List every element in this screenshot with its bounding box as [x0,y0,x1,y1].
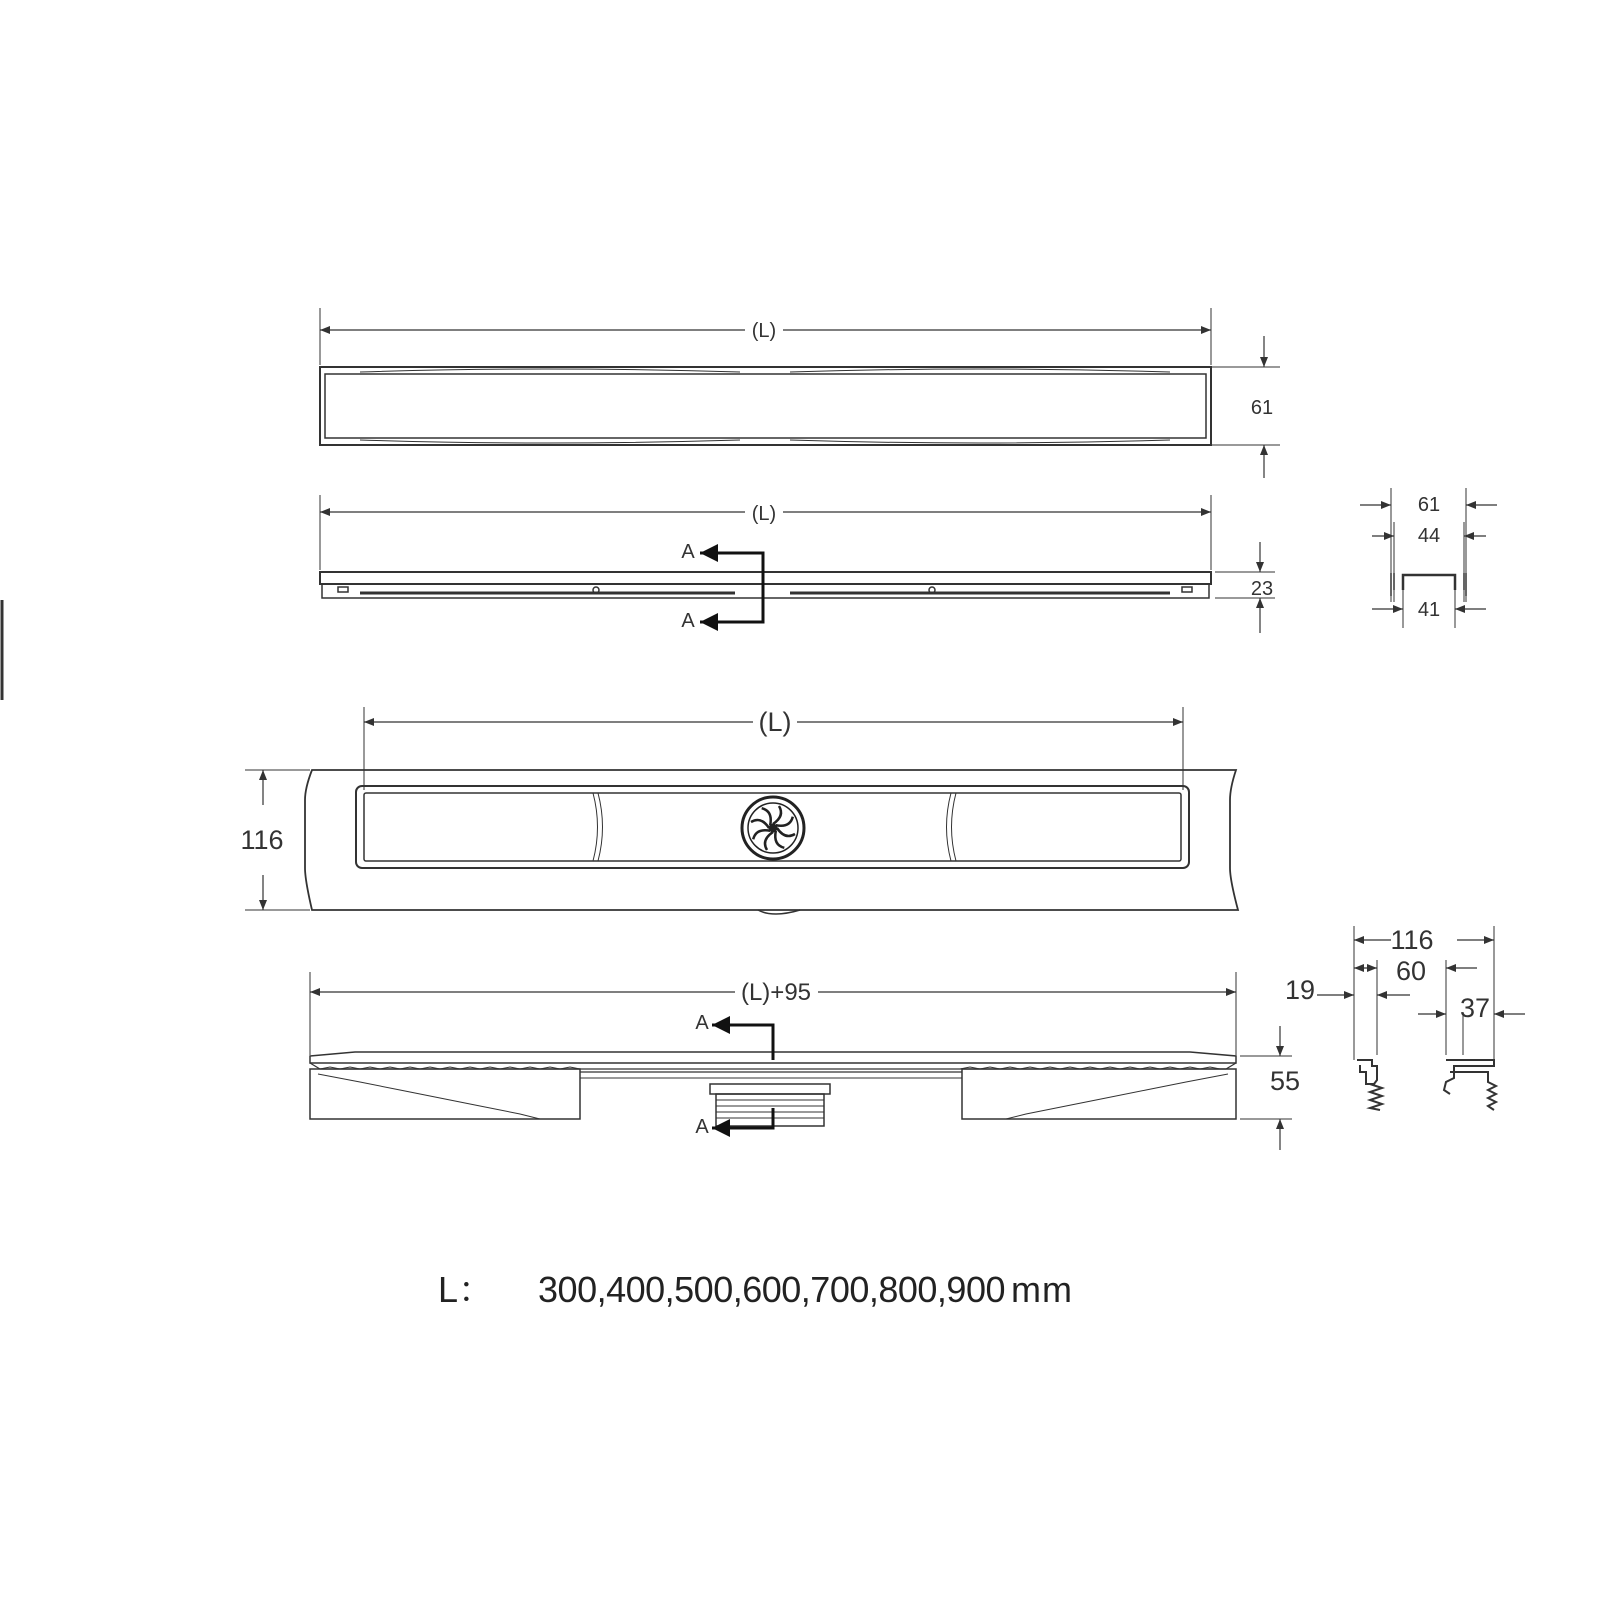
body-side-section-mark-top: A [695,1012,709,1034]
side-view-section-mark-top: A [681,541,695,563]
body-side-length-label: (L)+95 [740,979,812,1006]
length-options-label: L： [438,1269,495,1310]
side-view-length-label: (L) [751,503,777,525]
top-view-width-label: 61 [1250,397,1274,419]
cover-inner-width-label: 44 [1417,525,1441,547]
body-section-total-width-label: 116 [1390,925,1434,955]
length-options [438,1262,1073,1313]
body-section-right-flange-label: 37 [1459,993,1491,1023]
side-view-section-arrows [700,553,763,622]
body-plan-length-label: (L) [758,707,792,737]
side-view-section-mark-bottom: A [681,610,695,632]
body-side-section-arrows [712,1025,773,1128]
body-section-left-flange-label: 19 [1284,975,1316,1005]
length-options-unit: mm [1011,1269,1073,1310]
top-view-length-label: (L) [751,320,777,342]
top-view [320,308,1280,478]
body-plan [245,707,1238,914]
body-plan-width-label: 116 [240,825,284,855]
side-view [320,495,1275,633]
body-side-height-label: 55 [1269,1066,1301,1096]
cover-outer-width-label: 61 [1417,494,1441,516]
floor-drain-icon [742,797,804,859]
length-options-values: 300,400,500,600,700,800,900 [538,1269,1005,1310]
side-view-height-label: 23 [1250,578,1274,600]
cover-base-width-label: 41 [1417,599,1441,621]
body-section-channel-width-label: 60 [1395,956,1427,986]
body-side-section-mark-bottom: A [695,1116,709,1138]
